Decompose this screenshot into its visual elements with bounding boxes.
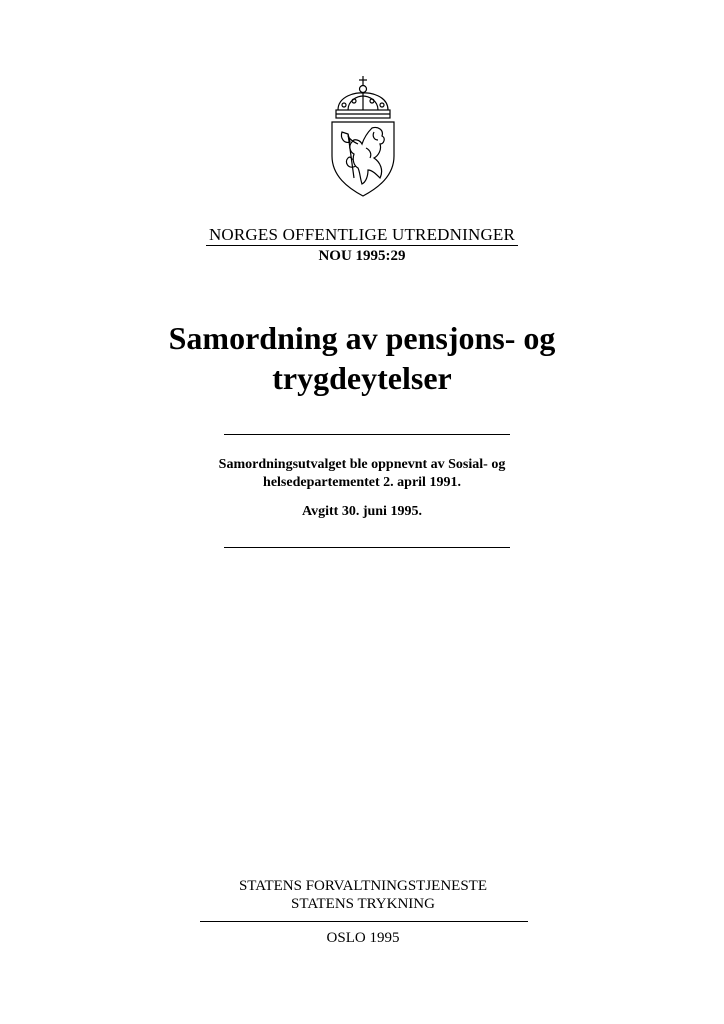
publisher-block xyxy=(200,877,526,913)
appointment-line1: Samordningsutvalget ble oppnevnt av Sosial- og xyxy=(218,457,506,472)
title-divider-top xyxy=(224,434,510,435)
series-header xyxy=(206,224,518,266)
series-title: NORGES OFFENTLIGE UTREDNINGER xyxy=(208,225,516,244)
publisher-line1: STATENS FORVALTNINGSTJENESTE xyxy=(238,878,488,894)
publication-place: OSLO 1995 xyxy=(326,930,400,946)
document-title-line2: trygdeytelser xyxy=(272,360,452,396)
delivered-date: Avgitt 30. juni 1995. xyxy=(302,504,422,519)
norwegian-coat-of-arms-icon xyxy=(328,74,398,198)
document-title xyxy=(150,318,574,398)
title-divider-bottom xyxy=(224,547,510,548)
document-title-line1: Samordning av pensjons- og xyxy=(168,320,556,356)
appointment-line2: helsedepartementet 2. april 1991. xyxy=(263,475,461,490)
publisher-divider xyxy=(200,921,528,922)
publisher-line2: STATENS TRYKNING xyxy=(291,896,435,912)
appointment-info xyxy=(180,456,544,492)
nou-number: NOU 1995:29 xyxy=(318,248,406,264)
